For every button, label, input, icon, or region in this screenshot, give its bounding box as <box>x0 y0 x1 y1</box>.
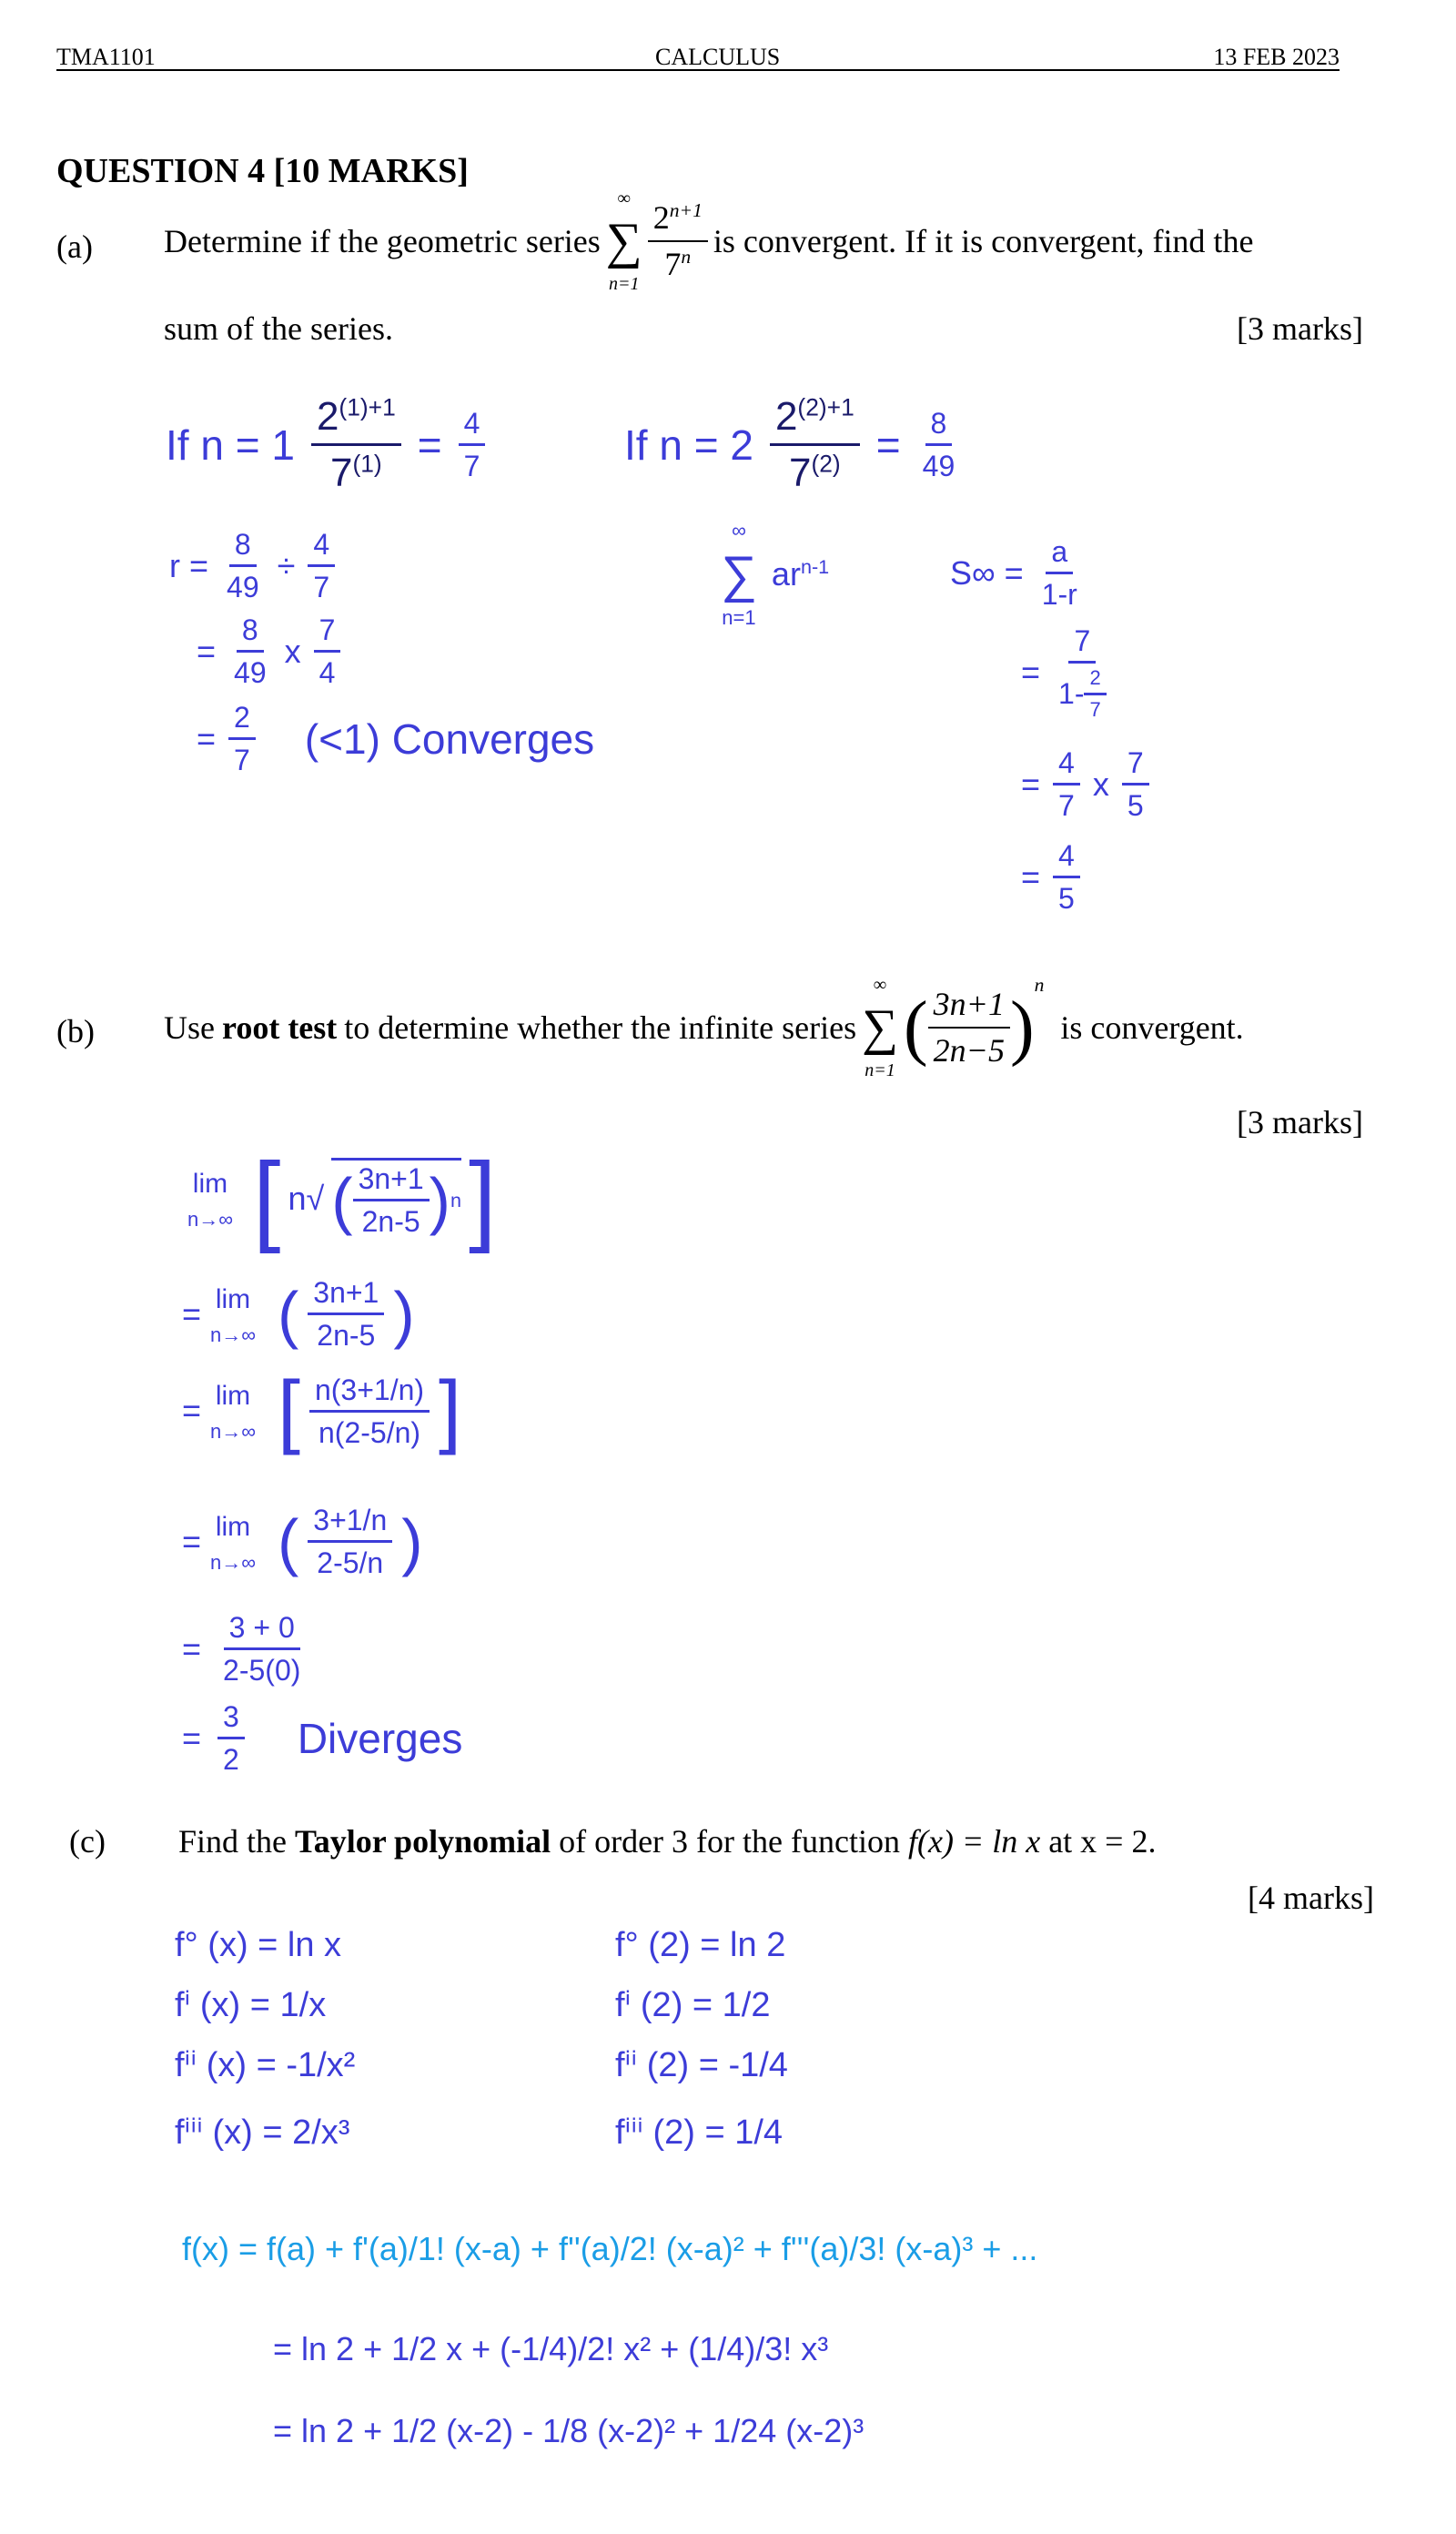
frac-den: 1-r <box>1041 578 1077 611</box>
term-exp: n <box>1034 974 1045 996</box>
lim: lim <box>215 1381 251 1411</box>
derivative-value: f° (2) = ln 2 <box>615 1926 786 1964</box>
frac-num: 2 <box>228 699 256 740</box>
point: at x = 2. <box>1040 1823 1157 1860</box>
s-inf-line-3 <box>1021 745 1149 824</box>
term-num: 2 <box>652 199 670 236</box>
frac-num: n(3+1/n) <box>309 1372 430 1413</box>
answer-a-n1 <box>166 391 485 498</box>
n2-num: 2 <box>774 394 798 439</box>
frac-num: 4 <box>308 526 335 567</box>
n2-num-exp: (2)+1 <box>797 393 854 421</box>
frac-den: 5 <box>1127 789 1144 822</box>
sum-upper: ∞ <box>732 519 746 542</box>
lim: lim <box>192 1169 228 1199</box>
frac-den: 2-5/n <box>317 1546 384 1579</box>
s-inf-line-4 <box>1021 837 1080 917</box>
frac-num: 7 <box>1068 623 1096 664</box>
diverges-note: Diverges <box>297 1714 463 1762</box>
subject-title: CALCULUS <box>655 44 781 70</box>
n1-res-num: 4 <box>459 405 486 446</box>
series-term <box>648 198 708 285</box>
frac-num: 7 <box>1122 745 1149 786</box>
n1-result <box>459 405 486 484</box>
frac-num: 3n+1 <box>353 1161 430 1201</box>
frac-den: 7 <box>1089 697 1101 721</box>
frac-num: 3n+1 <box>308 1274 384 1315</box>
lim-sub: n→∞ <box>210 1550 256 1574</box>
geometric-sum-formula <box>715 519 829 631</box>
sigma: ∑ <box>862 999 899 1056</box>
sum-exp: n-1 <box>800 555 830 579</box>
frac-den: 5 <box>1058 882 1075 915</box>
taylor-line-3: = ln 2 + 1/2 (x-2) - 1/8 (x-2)² + 1/24 (x-2)³ <box>273 2412 864 2449</box>
sum-upper: ∞ <box>873 975 887 995</box>
exam-date: 13 FEB 2023 <box>1213 44 1340 70</box>
n1-label: If n = 1 <box>166 421 295 469</box>
part-b-text-2: to determine whether the infinite series <box>344 1009 857 1046</box>
part-b-marks: [3 marks] <box>1237 1104 1363 1140</box>
n2-label: If n = 2 <box>624 421 753 469</box>
n2-res-num: 8 <box>925 405 953 446</box>
equals: = <box>1021 653 1041 691</box>
course-code: TMA1101 <box>56 44 156 70</box>
frac-den: 7 <box>234 744 250 776</box>
derivative-line: f° (x) = ln x <box>175 1926 342 1964</box>
taylor-formula: f(x) = f(a) + f'(a)/1! (x-a) + f''(a)/2! (x-a)² + f'''(a)/3! (x-a)³ + ... <box>182 2230 1038 2267</box>
root-line-5 <box>182 1609 306 1688</box>
header-rule <box>56 69 1340 71</box>
term-num: 3n+1 <box>933 986 1005 1022</box>
equals: = <box>197 719 217 757</box>
lim-sub: n→∞ <box>210 1323 256 1346</box>
equals: = <box>1021 857 1041 896</box>
sum-term: ar <box>771 555 801 593</box>
part-a-label: (a) <box>56 228 93 265</box>
equals: = <box>182 1718 202 1757</box>
equals: = <box>197 632 217 670</box>
n2-den-exp: (2) <box>811 450 841 478</box>
term-den: 7 <box>664 246 682 282</box>
n1-fraction <box>311 391 401 498</box>
equals: = <box>875 421 901 469</box>
derivative-line: fⁱⁱⁱ (x) = 2/x³ <box>175 2113 350 2152</box>
equals: = <box>417 421 442 469</box>
function: f(x) = ln x <box>907 1823 1041 1860</box>
frac-num: 3 + 0 <box>224 1609 300 1650</box>
part-c-question <box>178 1822 1157 1860</box>
equals: = <box>182 1522 202 1560</box>
equals: = <box>182 1294 202 1333</box>
sum-lower: n=1 <box>722 606 756 630</box>
part-b-bold: root test <box>222 1009 338 1046</box>
ratio-line-2 <box>197 612 340 691</box>
part-b-text-end: is convergent. <box>1060 1009 1244 1046</box>
derivative-line: fⁱⁱ (x) = -1/x² <box>175 2046 356 2084</box>
frac-den: n(2-5/n) <box>318 1415 421 1449</box>
frac-den: 4 <box>318 656 336 689</box>
frac-den: 49 <box>227 571 259 603</box>
lim: lim <box>215 1283 251 1314</box>
s-inf-line-2 <box>1021 623 1112 722</box>
n1-res-den: 7 <box>463 450 480 482</box>
frac-num: 7 <box>314 612 341 653</box>
times-sign: x <box>1092 765 1109 803</box>
term-den-exp: n <box>681 246 692 268</box>
frac-num: 3+1/n <box>308 1502 392 1543</box>
n1-den: 7 <box>329 451 353 495</box>
part-a-text: Determine if the geometric series <box>164 223 601 259</box>
frac-num: a <box>1046 533 1073 574</box>
equals: = <box>182 1392 202 1429</box>
frac-num: 4 <box>1053 837 1080 878</box>
lim: lim <box>215 1511 251 1542</box>
ratio-line-1 <box>169 526 335 605</box>
part-b-text: Use <box>164 1009 215 1046</box>
frac-num: 8 <box>229 526 257 567</box>
derivatives-left <box>175 1915 355 2163</box>
frac-den: 2 <box>223 1743 239 1776</box>
frac-den: 2n-5 <box>361 1205 420 1238</box>
part-c-bold: Taylor polynomial <box>295 1823 551 1860</box>
lim-sub: n→∞ <box>210 1420 256 1443</box>
part-a-question <box>164 188 1253 295</box>
derivatives-right <box>615 1915 788 2163</box>
n2-fraction <box>770 391 860 498</box>
frac-den: 7 <box>313 571 330 603</box>
taylor-line-2: = ln 2 + 1/2 x + (-1/4)/2! x² + (1/4)/3! x³ <box>273 2330 829 2367</box>
part-c-text: Find the <box>178 1823 296 1860</box>
sum-notation <box>606 188 642 295</box>
question-title: QUESTION 4 [10 MARKS] <box>56 152 469 190</box>
answer-a-n2 <box>624 391 960 498</box>
n2-res-den: 49 <box>922 450 956 482</box>
part-c-marks: [4 marks] <box>1248 1880 1374 1916</box>
derivative-value: fⁱⁱⁱ (2) = 1/4 <box>615 2113 784 2152</box>
equals: = <box>1021 765 1041 803</box>
term-num-exp: n+1 <box>669 199 703 221</box>
nth-root: n√ <box>288 1180 325 1217</box>
part-a-marks: [3 marks] <box>1237 310 1363 347</box>
derivative-value: fⁱ (2) = 1/2 <box>615 1986 771 2024</box>
lim-sub: n→∞ <box>187 1208 233 1231</box>
n1-num-exp: (1)+1 <box>339 393 396 421</box>
root-line-3: = lim n→∞ [ $\frac{n(3+1/n)}{n(2-5/n)}$ ] <box>182 1365 462 1456</box>
r-label: r = <box>169 546 209 584</box>
root-line-2: = lim n→∞ ( $\frac{3n+1}{2n-5}$ ) <box>182 1276 415 1352</box>
frac-num: 8 <box>237 612 264 653</box>
equals: = <box>182 1629 202 1667</box>
n1-num: 2 <box>316 394 339 439</box>
frac-num: 2 <box>1084 665 1106 695</box>
root-line-6 <box>182 1698 462 1778</box>
root-line-1: lim n→∞ [ n√ ( $\frac{3n+1}{2n-5}$ ) n ] <box>187 1142 497 1254</box>
sum-upper: ∞ <box>617 188 631 208</box>
root-line-4: = lim n→∞ ( $\frac{3+1/n}{2-5/n}$ ) <box>182 1504 423 1579</box>
frac-den: 2n-5 <box>317 1319 376 1352</box>
frac-den: 1- <box>1058 677 1085 710</box>
times-sign: x <box>284 632 301 670</box>
part-c-label: (c) <box>69 1823 106 1860</box>
frac-den: 2-5(0) <box>223 1654 301 1687</box>
sigma: ∑ <box>605 213 642 269</box>
derivative-line: fⁱ (x) = 1/x <box>175 1986 327 2024</box>
ratio-line-3 <box>197 699 594 778</box>
frac-num: 3 <box>217 1698 245 1739</box>
derivative-value: fⁱⁱ (2) = -1/4 <box>615 2046 788 2084</box>
sum-lower: n=1 <box>609 274 640 294</box>
term-den: 2n−5 <box>933 1032 1005 1069</box>
s-inf-line-1 <box>950 533 1083 613</box>
n2-den: 7 <box>788 451 812 495</box>
frac-den: 49 <box>234 656 267 689</box>
part-a-text-3: sum of the series. <box>164 310 393 347</box>
part-b-question: Use root test to determine whether the infinite series ∞ ∑ n=1 ( $\frac{3n+1}{2n-5}$ ) $^n$ is convergent. <box>164 974 1244 1080</box>
part-b-label: (b) <box>56 1013 95 1049</box>
sigma: ∑ <box>721 545 757 603</box>
part-c-text-2: of order 3 for the function <box>551 1823 908 1860</box>
part-a-text-2: is convergent. If it is convergent, find the <box>713 223 1254 259</box>
n1-den-exp: (1) <box>352 450 382 478</box>
frac-num: 4 <box>1053 745 1080 786</box>
n2-result <box>917 405 961 484</box>
sum-lower: n=1 <box>864 1060 895 1080</box>
converges-note: (<1) Converges <box>304 715 595 763</box>
s-inf-label: S∞ = <box>950 553 1024 592</box>
frac-den: 7 <box>1058 789 1075 822</box>
divide-sign: ÷ <box>277 546 296 584</box>
